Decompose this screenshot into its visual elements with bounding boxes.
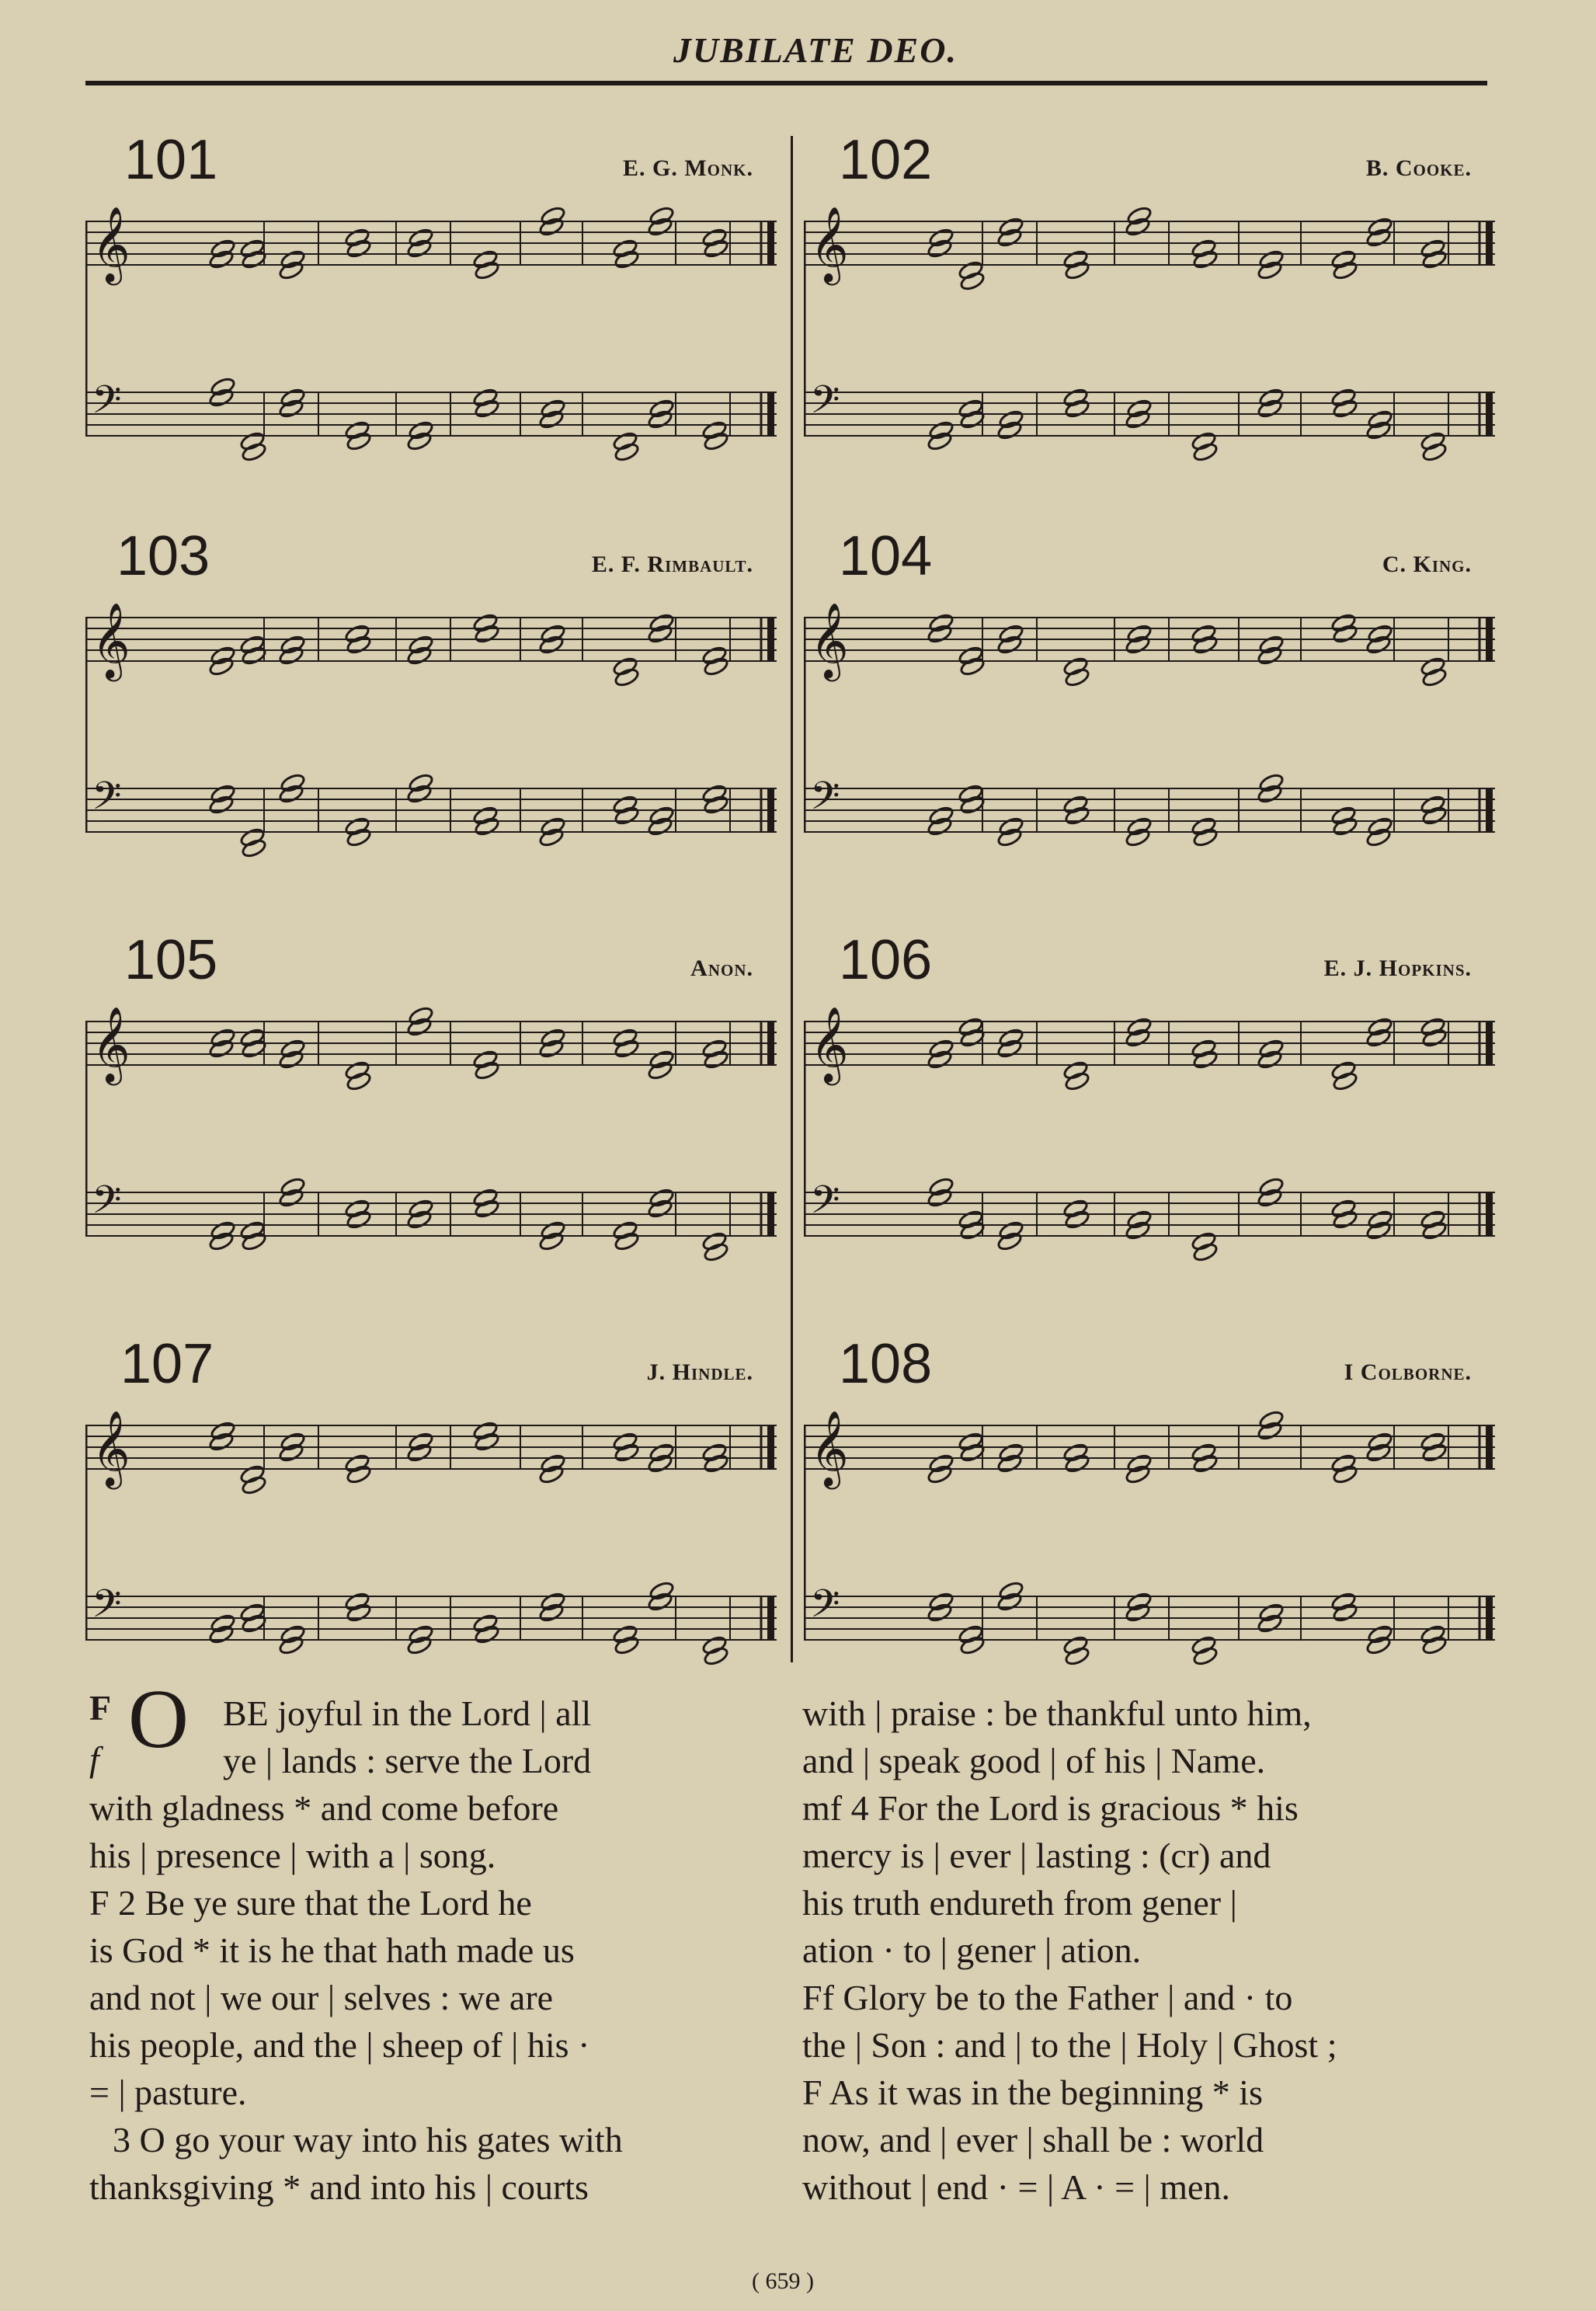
note-head xyxy=(614,441,640,462)
note-head xyxy=(1330,1060,1357,1081)
note-head xyxy=(474,1431,500,1452)
bass-clef-icon: 𝄢 xyxy=(92,378,122,432)
note-head xyxy=(1064,1209,1090,1230)
note-head xyxy=(701,783,728,804)
note-head xyxy=(701,1634,728,1655)
note-head xyxy=(344,227,370,248)
note-head xyxy=(474,259,500,280)
note-head xyxy=(1062,1060,1089,1081)
note-head xyxy=(346,1602,372,1623)
note-head xyxy=(239,1027,266,1048)
bass-clef-icon: 𝄢 xyxy=(810,1582,840,1636)
chant-108 xyxy=(804,1333,1503,1701)
chant-composer: I Colborne. xyxy=(1344,1359,1472,1385)
note-head xyxy=(703,1049,729,1070)
chant-composer: E. F. Rimbault. xyxy=(591,552,753,577)
chant-composer: C. King. xyxy=(1382,552,1472,577)
note-head xyxy=(614,249,640,270)
dropcap-dynamic-mark: f xyxy=(89,1739,99,1779)
note-head xyxy=(1421,441,1448,462)
note-head xyxy=(612,1431,638,1452)
note-head xyxy=(958,1016,984,1037)
treble-clef-icon: 𝄞 xyxy=(92,1006,130,1082)
psalm-line: mf 4 For the Lord is gracious * his xyxy=(802,1788,1299,1828)
note-head xyxy=(612,1027,638,1048)
note-head xyxy=(612,656,638,677)
note-head xyxy=(1191,1038,1217,1059)
note-head xyxy=(472,612,499,633)
final-bar-thick xyxy=(1486,788,1493,832)
note-head xyxy=(703,656,729,677)
note-head xyxy=(1064,1453,1090,1474)
note-head xyxy=(1064,1645,1090,1666)
note-head xyxy=(1332,1602,1358,1623)
note-head xyxy=(1192,1049,1219,1070)
note-head xyxy=(1191,1230,1217,1251)
note-head xyxy=(1332,623,1358,644)
chant-number: 105 xyxy=(124,929,218,991)
final-bar-thick xyxy=(767,1596,774,1640)
final-bar-thick xyxy=(767,1425,774,1469)
treble-clef-icon: 𝄞 xyxy=(810,1410,849,1486)
bass-clef-icon: 𝄢 xyxy=(810,774,840,828)
note-head xyxy=(1420,1624,1446,1644)
final-bar-thick xyxy=(1486,1022,1493,1065)
chant-composer: J. Hindle. xyxy=(646,1359,753,1385)
note-head xyxy=(1191,1442,1217,1463)
psalm-right-column xyxy=(802,1690,1490,2211)
note-head xyxy=(239,1220,266,1241)
note-head xyxy=(701,645,728,666)
note-head xyxy=(701,1442,728,1463)
note-head xyxy=(1330,387,1357,408)
chant-composer: Anon. xyxy=(690,955,753,981)
note-head xyxy=(1062,249,1089,270)
treble-clef-icon: 𝄞 xyxy=(92,1410,130,1486)
note-head xyxy=(1192,1241,1219,1262)
note-head xyxy=(612,238,638,259)
note-head xyxy=(239,827,266,847)
bass-clef-icon: 𝄢 xyxy=(92,1178,122,1232)
psalm-line: with | praise : be thankful unto him, xyxy=(802,1693,1312,1733)
psalm-line: Ff Glory be to the Father | and · to xyxy=(802,1978,1293,2017)
note-head xyxy=(474,623,500,644)
final-bar-thick xyxy=(767,221,774,265)
note-head xyxy=(958,645,984,666)
psalm-line: his truth endureth from gener | xyxy=(802,1883,1237,1923)
note-head xyxy=(1192,249,1219,270)
psalm-line: = | pasture. xyxy=(89,2073,247,2112)
note-head xyxy=(703,1241,729,1262)
final-bar-thick xyxy=(767,788,774,832)
psalm-line: ye | lands : serve the Lord xyxy=(223,1741,592,1780)
chant-101 xyxy=(85,129,784,497)
note-head xyxy=(959,1220,986,1241)
note-head xyxy=(472,805,499,826)
psalm-line: now, and | ever | shall be : world xyxy=(802,2120,1264,2160)
note-head xyxy=(344,1060,370,1081)
note-head xyxy=(614,1038,640,1059)
note-head xyxy=(1191,1634,1217,1655)
chant-number: 107 xyxy=(120,1333,214,1395)
psalm-line: his | presence | with a | song. xyxy=(89,1836,496,1875)
note-head xyxy=(1420,794,1446,815)
note-head xyxy=(1064,259,1090,280)
note-head xyxy=(474,1060,500,1081)
psalm-line: BE joyful in the Lord | all xyxy=(223,1693,592,1733)
chant-number: 101 xyxy=(124,129,218,191)
note-head xyxy=(1421,1442,1448,1463)
note-head xyxy=(1332,1209,1358,1230)
note-head xyxy=(1192,1645,1219,1666)
note-head xyxy=(474,1624,500,1644)
final-bar-thick xyxy=(1486,1425,1493,1469)
note-head xyxy=(1332,816,1358,837)
note-head xyxy=(958,1431,984,1452)
note-head xyxy=(241,249,267,270)
note-head xyxy=(346,1070,372,1091)
note-head xyxy=(1332,259,1358,280)
note-head xyxy=(958,259,984,280)
note-head xyxy=(612,1220,638,1241)
note-head xyxy=(612,794,638,815)
note-head xyxy=(959,794,986,815)
note-head xyxy=(344,1453,370,1474)
note-head xyxy=(703,238,729,259)
chant-number: 102 xyxy=(839,129,933,191)
bass-clef-icon: 𝄢 xyxy=(92,1582,122,1636)
psalm-line: 3 O go your way into his gates with xyxy=(113,2120,623,2160)
final-bar-thick xyxy=(767,618,774,661)
note-head xyxy=(1421,1027,1448,1048)
chant-number: 108 xyxy=(839,1333,933,1395)
chant-composer: E. J. Hopkins. xyxy=(1323,955,1472,981)
note-head xyxy=(241,1613,267,1634)
note-head xyxy=(1421,805,1448,826)
chant-number: 106 xyxy=(839,929,933,991)
treble-clef-icon: 𝄞 xyxy=(810,1006,849,1082)
note-head xyxy=(1192,441,1219,462)
final-bar-thick xyxy=(1486,1596,1493,1640)
note-head xyxy=(346,827,372,847)
note-head xyxy=(1064,398,1090,419)
note-head xyxy=(614,667,640,687)
note-head xyxy=(703,1645,729,1666)
psalm-line: thanksgiving * and into his | courts xyxy=(89,2167,589,2207)
page-title: JUBILATE DEO. xyxy=(673,30,958,70)
chant-105 xyxy=(85,929,784,1297)
note-head xyxy=(959,1027,986,1048)
psalm-left-column xyxy=(89,1690,777,2211)
final-bar-thick xyxy=(767,392,774,436)
final-bar-thick xyxy=(1486,1192,1493,1236)
bass-clef-icon: 𝄢 xyxy=(92,774,122,828)
dropcap-letter: O xyxy=(128,1673,189,1766)
final-bar-thick xyxy=(767,1022,774,1065)
note-head xyxy=(703,1453,729,1474)
note-head xyxy=(1420,1016,1446,1037)
note-head xyxy=(701,1230,728,1251)
note-head xyxy=(241,441,267,462)
note-head xyxy=(239,238,266,259)
note-head xyxy=(958,398,984,419)
note-head xyxy=(474,398,500,419)
note-head xyxy=(344,816,370,837)
note-head xyxy=(1062,1634,1089,1655)
note-head xyxy=(1192,634,1219,655)
note-head xyxy=(1330,1591,1357,1612)
note-head xyxy=(701,227,728,248)
note-head xyxy=(241,1038,267,1059)
chant-106 xyxy=(804,929,1503,1297)
chant-104 xyxy=(804,525,1503,893)
note-head xyxy=(1420,656,1446,677)
note-head xyxy=(958,1624,984,1644)
note-head xyxy=(1332,1464,1358,1484)
psalm-line: and not | we our | selves : we are xyxy=(89,1978,554,2017)
note-head xyxy=(1191,238,1217,259)
note-head xyxy=(1330,249,1357,270)
treble-clef-icon: 𝄞 xyxy=(810,602,849,678)
psalm-line: mercy is | ever | lasting : (cr) and xyxy=(802,1836,1271,1875)
psalm-line: with gladness * and come before xyxy=(89,1788,559,1828)
note-head xyxy=(1064,667,1090,687)
note-head xyxy=(612,430,638,451)
note-head xyxy=(1062,387,1089,408)
note-head xyxy=(346,238,372,259)
note-head xyxy=(701,419,728,440)
note-head xyxy=(241,1474,267,1495)
note-head xyxy=(474,816,500,837)
note-head xyxy=(1191,816,1217,837)
note-head xyxy=(1062,656,1089,677)
psalm-line: is God * it is he that hath made us xyxy=(89,1930,575,1970)
note-head xyxy=(958,1209,984,1230)
treble-clef-icon: 𝄞 xyxy=(92,602,130,678)
note-head xyxy=(1062,1442,1089,1463)
note-head xyxy=(1330,805,1357,826)
note-head xyxy=(1421,249,1448,270)
psalm-line: F 2 Be ye sure that the Lord he xyxy=(89,1883,532,1923)
note-head xyxy=(1420,1431,1446,1452)
note-head xyxy=(472,1049,499,1070)
note-head xyxy=(701,1038,728,1059)
note-head xyxy=(1332,1070,1358,1091)
note-head xyxy=(1330,612,1357,633)
note-head xyxy=(346,430,372,451)
chant-107 xyxy=(85,1333,784,1701)
note-head xyxy=(1420,238,1446,259)
note-head xyxy=(344,419,370,440)
note-head xyxy=(241,837,267,858)
psalm-line: without | end · = | A · = | men. xyxy=(802,2167,1230,2207)
note-head xyxy=(614,1634,640,1655)
treble-clef-icon: 𝄞 xyxy=(810,206,849,282)
note-head xyxy=(1062,794,1089,815)
note-head xyxy=(239,1464,266,1484)
note-head xyxy=(1191,430,1217,451)
note-head xyxy=(472,1613,499,1634)
note-head xyxy=(1192,1453,1219,1474)
page-number: ( 659 ) xyxy=(752,2268,814,2294)
page-header xyxy=(85,30,1487,84)
note-head xyxy=(703,794,729,815)
note-head xyxy=(1330,1453,1357,1474)
note-head xyxy=(1191,623,1217,644)
note-head xyxy=(472,387,499,408)
final-bar-thick xyxy=(767,1192,774,1236)
note-head xyxy=(703,430,729,451)
note-head xyxy=(239,1602,266,1623)
note-head xyxy=(1062,1198,1089,1219)
column-divider xyxy=(791,136,793,1662)
treble-clef-icon: 𝄞 xyxy=(92,206,130,282)
psalm-line: ation · to | gener | ation. xyxy=(802,1930,1142,1970)
chant-composer: B. Cooke. xyxy=(1365,155,1472,181)
note-head xyxy=(344,623,370,644)
note-head xyxy=(472,1187,499,1208)
note-head xyxy=(959,1442,986,1463)
note-head xyxy=(1421,1634,1448,1655)
note-head xyxy=(344,1591,370,1612)
psalm-line: and | speak good | of his | Name. xyxy=(802,1741,1266,1780)
note-head xyxy=(241,645,267,666)
note-head xyxy=(346,634,372,655)
note-head xyxy=(959,1634,986,1655)
note-head xyxy=(959,409,986,430)
note-head xyxy=(239,634,266,655)
note-head xyxy=(1064,1070,1090,1091)
note-head xyxy=(344,1198,370,1219)
chant-102 xyxy=(804,129,1503,497)
final-bar-thick xyxy=(1486,392,1493,436)
note-head xyxy=(614,1442,640,1463)
note-head xyxy=(472,1420,499,1441)
note-head xyxy=(959,656,986,677)
note-head xyxy=(959,270,986,291)
psalm-line: his people, and the | sheep of | his · xyxy=(89,2025,590,2065)
note-head xyxy=(241,1230,267,1251)
note-head xyxy=(239,430,266,451)
header-rule xyxy=(85,81,1487,85)
dropcap-dynamic-f: F xyxy=(89,1688,112,1728)
note-head xyxy=(1064,805,1090,826)
note-head xyxy=(1192,827,1219,847)
note-head xyxy=(1421,1220,1448,1241)
bass-clef-icon: 𝄢 xyxy=(810,378,840,432)
note-head xyxy=(1332,398,1358,419)
note-head xyxy=(472,249,499,270)
chant-number: 103 xyxy=(116,525,210,587)
note-head xyxy=(1420,430,1446,451)
psalm-line: F As it was in the beginning * is xyxy=(802,2073,1263,2112)
note-head xyxy=(346,1209,372,1230)
psalm-line: the | Son : and | to the | Holy | Ghost ; xyxy=(802,2025,1337,2065)
bass-clef-icon: 𝄢 xyxy=(810,1178,840,1232)
note-head xyxy=(1421,667,1448,687)
chant-composer: E. G. Monk. xyxy=(623,155,753,181)
note-head xyxy=(612,1624,638,1644)
note-head xyxy=(1330,1198,1357,1219)
note-head xyxy=(474,1198,500,1219)
note-head xyxy=(1420,1209,1446,1230)
chant-number: 104 xyxy=(839,525,933,587)
note-head xyxy=(614,805,640,826)
note-head xyxy=(346,1464,372,1484)
final-bar-thick xyxy=(1486,221,1493,265)
note-head xyxy=(614,1230,640,1251)
note-head xyxy=(958,783,984,804)
chant-103 xyxy=(85,525,784,893)
final-bar-thick xyxy=(1486,618,1493,661)
